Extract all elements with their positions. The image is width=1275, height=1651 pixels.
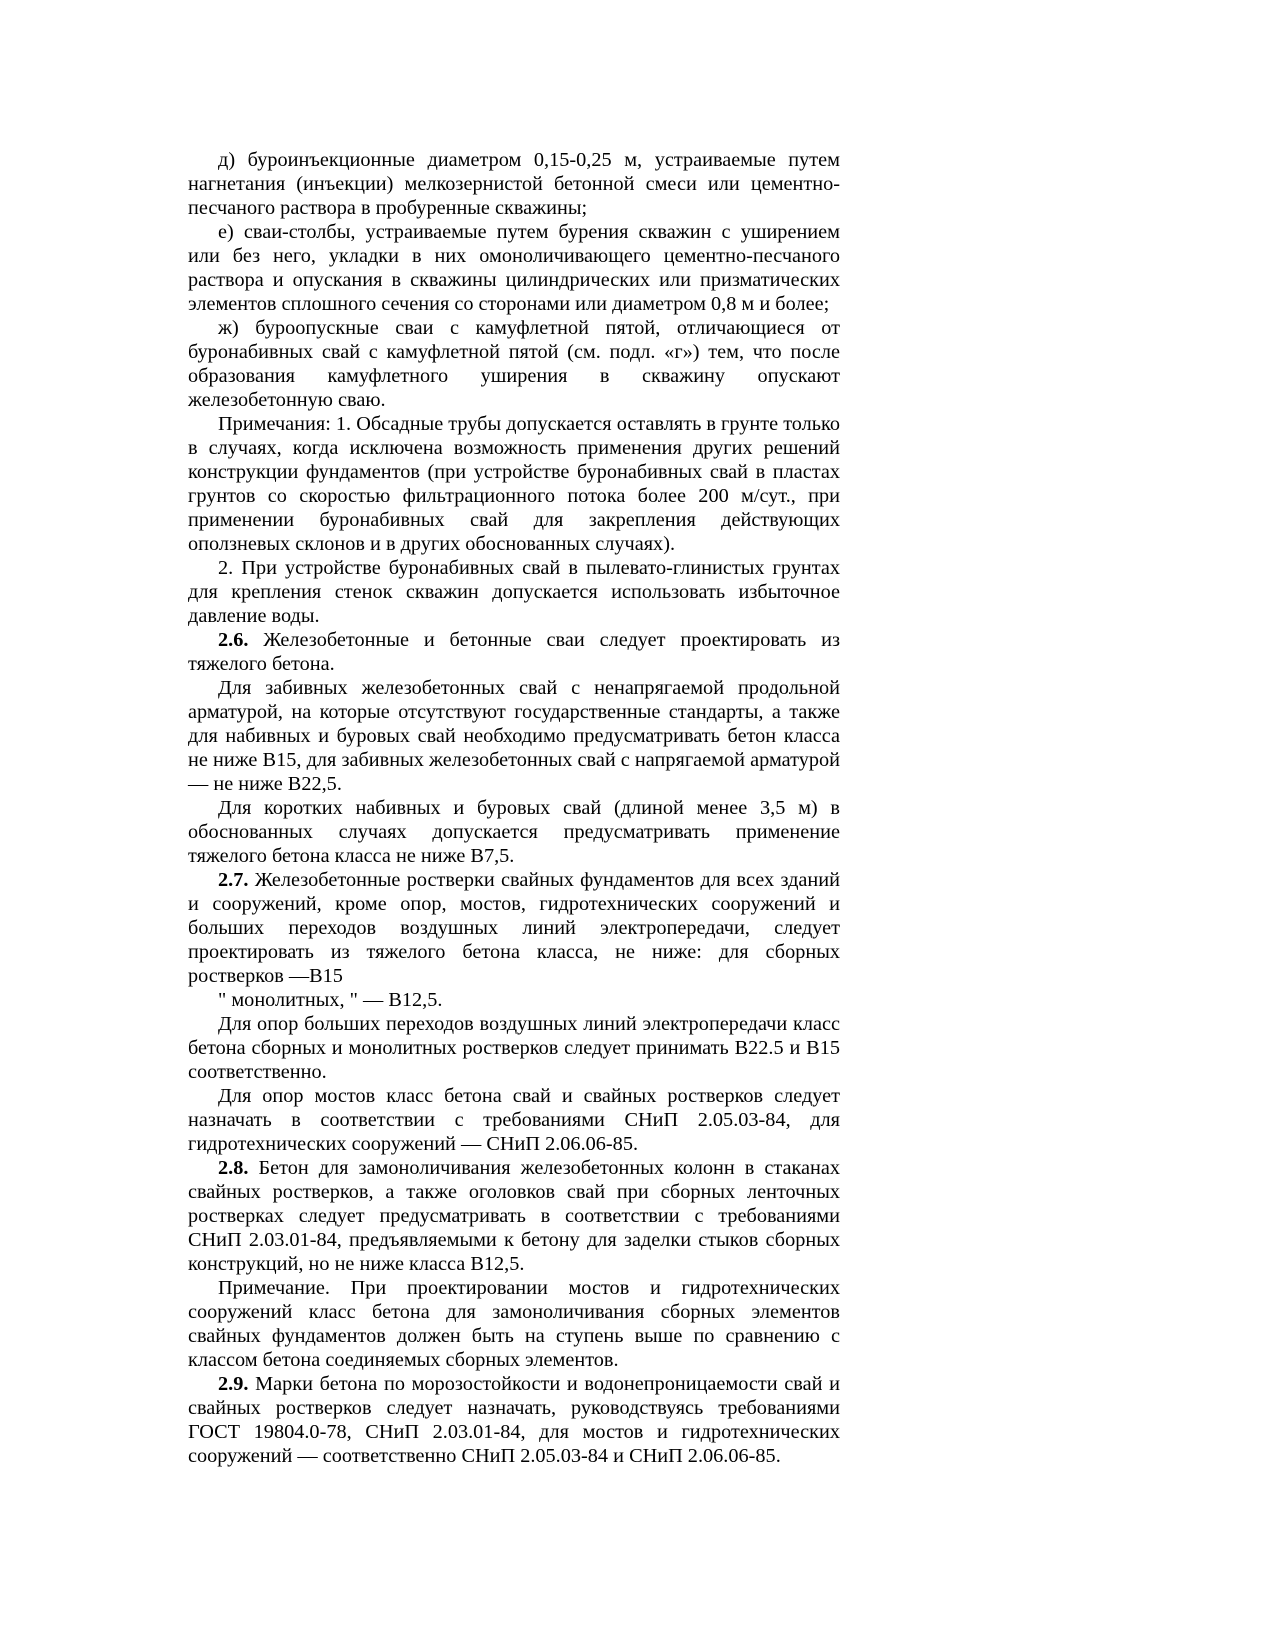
paragraph-text: Железобетонные и бетонные сваи следует проектировать из тяжелого бетона. xyxy=(188,629,840,675)
paragraph-monolithic xyxy=(188,988,840,1012)
paragraph-text: Бетон для замоноличивания железобетонных колонн в стаканах свайных ростверков, а также оголовков свай при сборных ленточных ростверках следует предусматривать в соответствии с требованиями СНиП 2.03.01-84, предъявляемыми к бетону для заделки стыков сборных конструкций, но не ниже класса В12,5. xyxy=(188,1157,840,1275)
paragraph-clause-2-8 xyxy=(188,1156,840,1276)
paragraph-text: Железобетонные ростверки свайных фундаментов для всех зданий и сооружений, кроме опор, мостов, гидротехнических сооружений и больших переходов воздушных линий электропередачи, следует проектировать из тяжелого бетона класса, не ниже: для сборных ростверков —В15 xyxy=(188,869,840,987)
paragraph-power-line-supports xyxy=(188,1012,840,1084)
paragraph-clause-2-9 xyxy=(188,1372,840,1468)
clause-number: 2.8. xyxy=(218,1157,249,1179)
paragraph-e-pile-columns xyxy=(188,220,840,316)
paragraph-text: 2. При устройстве буронабивных свай в пылевато-глинистых грунтах для крепления стенок скважин допускается использовать избыточное давление воды. xyxy=(188,557,840,627)
clause-number: 2.6. xyxy=(218,629,249,651)
paragraph-text: Примечания: 1. Обсадные трубы допускается оставлять в грунте только в случаях, когда исключена возможность применения других решений конструкции фундаментов (при устройстве буронабивных свай в пластах грунтов со скоростью фильтрационного потока более 200 м/сут., при применении буронабивных свай для закрепления действующих оползневых склонов и в других обоснованных случаях). xyxy=(188,413,840,555)
paragraph-text: Для забивных железобетонных свай с ненапрягаемой продольной арматурой, на которые отсутствуют государственные стандарты, а также для набивных и буровых свай необходимо предусматривать бетон класса не ниже В15, для забивных железобетонных свай с напрягаемой арматурой — не ниже В22,5. xyxy=(188,677,840,795)
document-page xyxy=(188,148,840,1468)
paragraph-text: ж) буроопускные сваи с камуфлетной пятой, отличающиеся от буронабивных свай с камуфлетной пятой (см. подл. «г») тем, что после образования камуфлетного уширения в скважину опускают железобетонную сваю. xyxy=(188,317,840,411)
paragraph-d-injection-piles xyxy=(188,148,840,220)
paragraph-text: е) сваи-столбы, устраиваемые путем бурения скважин с уширением или без него, укладки в них омоноличивающего цементно-песчаного раствора и опускания в скважины цилиндрических или призматических элементов сплошного сечения со сторонами или диаметром 0,8 м и более; xyxy=(188,221,840,315)
paragraph-text: Для опор мостов класс бетона свай и свайных ростверков следует назначать в соответствии с требованиями СНиП 2.05.03-84, для гидротехнических сооружений — СНиП 2.06.06-85. xyxy=(188,1085,840,1155)
paragraph-clause-2-7 xyxy=(188,868,840,988)
paragraph-text: Для коротких набивных и буровых свай (длиной менее 3,5 м) в обоснованных случаях допускается предусматривать применение тяжелого бетона класса не ниже В7,5. xyxy=(188,797,840,867)
paragraph-bridge-supports xyxy=(188,1084,840,1156)
paragraph-text: Примечание. При проектировании мостов и гидротехнических сооружений класс бетона для замоноличивания сборных элементов свайных фундаментов должен быть на ступень выше по сравнению с классом бетона соединяемых сборных элементов. xyxy=(188,1277,840,1371)
clause-number: 2.9. xyxy=(218,1373,249,1395)
clause-number: 2.7. xyxy=(218,869,249,891)
paragraph-clause-2-6 xyxy=(188,628,840,676)
paragraph-note-monolithing xyxy=(188,1276,840,1372)
paragraph-text: " монолитных, " — В12,5. xyxy=(218,989,443,1011)
paragraph-notes-1 xyxy=(188,412,840,556)
paragraph-zh-bored-lowered-piles xyxy=(188,316,840,412)
paragraph-text: Для опор больших переходов воздушных линий электропередачи класс бетона сборных и монолитных ростверков следует принимать В22.5 и В15 соответственно. xyxy=(188,1013,840,1083)
paragraph-text: Марки бетона по морозостойкости и водонепроницаемости свай и свайных ростверков следует назначать, руководствуясь требованиями ГОСТ 19804.0-78, СНиП 2.03.01-84, для мостов и гидротехнических сооружений — соответственно СНиП 2.05.03-84 и СНиП 2.06.06-85. xyxy=(188,1373,840,1467)
paragraph-short-piles xyxy=(188,796,840,868)
paragraph-notes-2 xyxy=(188,556,840,628)
paragraph-text: д) буроинъекционные диаметром 0,15-0,25 м, устраиваемые путем нагнетания (инъекции) мелкозернистой бетонной смеси или цементно-песчаного раствора в пробуренные скважины; xyxy=(188,149,840,219)
paragraph-driven-piles-concrete-class xyxy=(188,676,840,796)
